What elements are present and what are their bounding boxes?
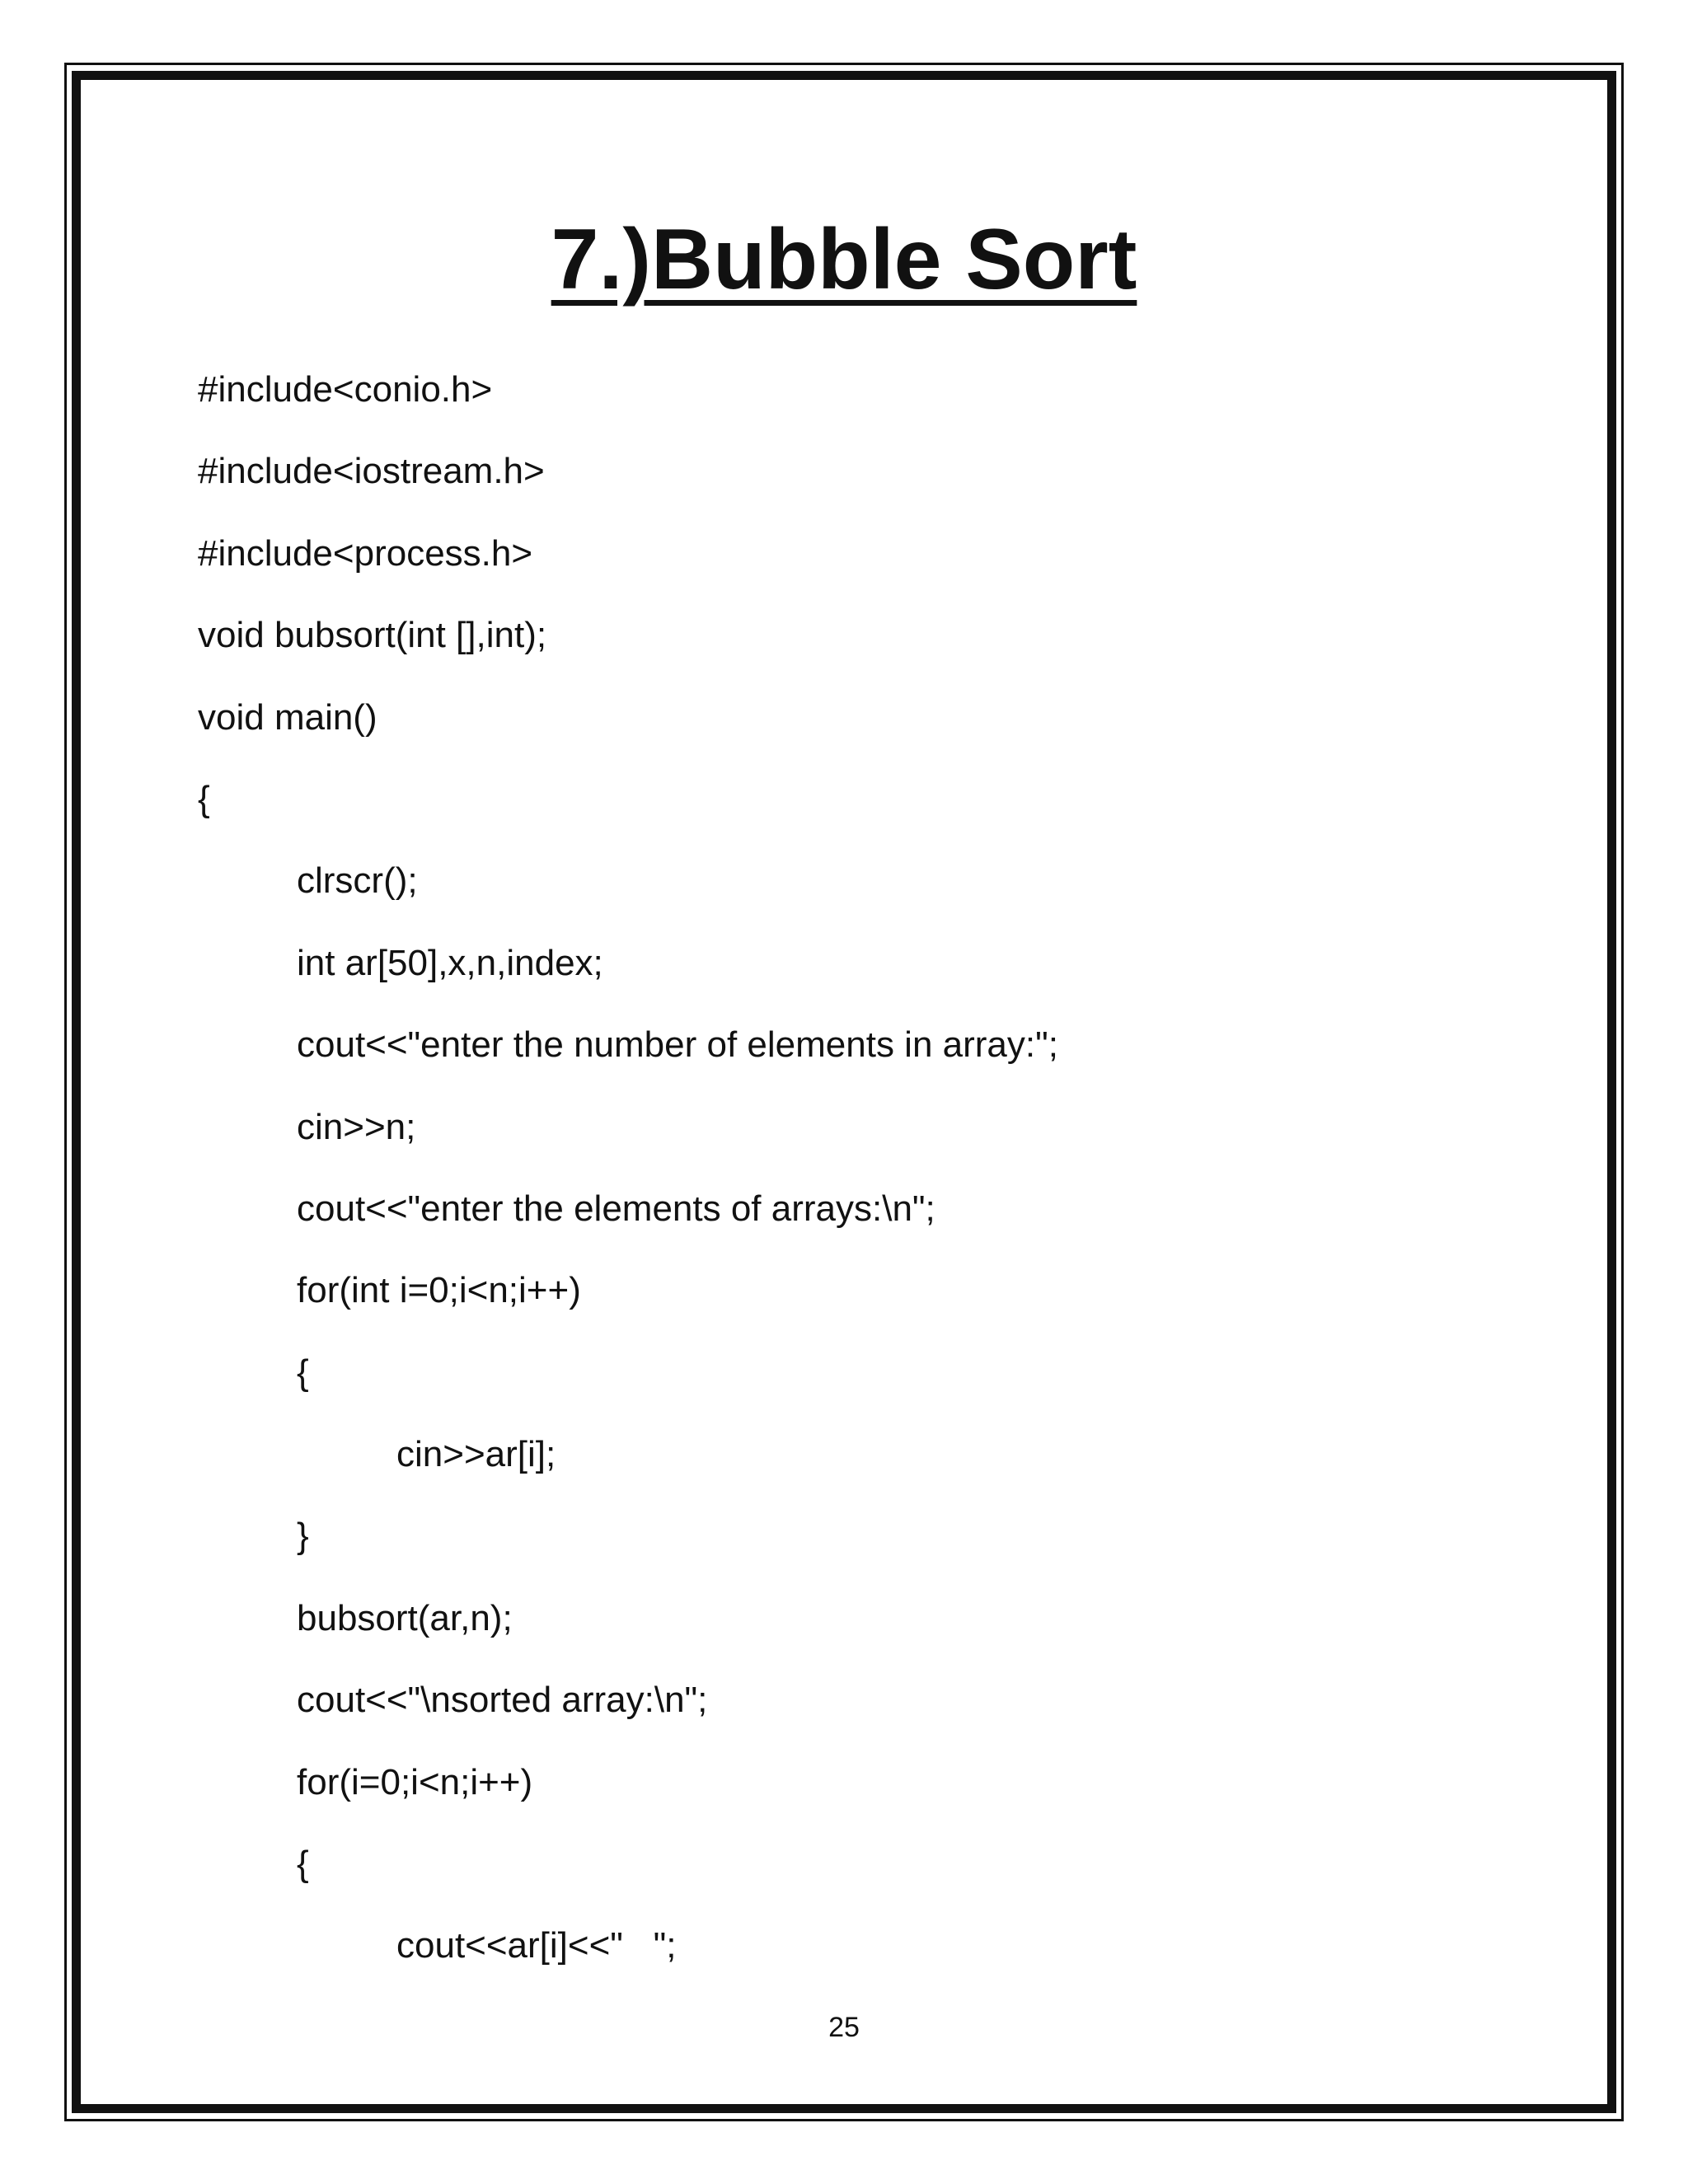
page-title	[0, 210, 1688, 309]
code-line: int ar[50],x,n,index;	[297, 942, 603, 983]
code-line: for(i=0;i<n;i++)	[297, 1761, 533, 1802]
page-title-text: 7.)Bubble Sort	[551, 212, 1137, 307]
code-line: #include<iostream.h>	[198, 451, 545, 492]
code-line: {	[198, 778, 210, 819]
code-line: #include<conio.h>	[198, 369, 493, 410]
code-listing	[198, 365, 1517, 2004]
code-line: cin>>n;	[297, 1106, 416, 1147]
code-line: for(int i=0;i<n;i++)	[297, 1270, 581, 1311]
code-line: cout<<"enter the elements of arrays:\n";	[297, 1188, 935, 1229]
code-line: cout<<"\nsorted array:\n";	[297, 1680, 708, 1721]
code-line: }	[297, 1516, 309, 1557]
code-line: #include<process.h>	[198, 532, 533, 574]
code-line: cin>>ar[i];	[396, 1434, 556, 1475]
code-line: clrscr();	[297, 860, 418, 902]
code-line: void main()	[198, 696, 377, 738]
page-number: 25	[828, 2012, 860, 2043]
code-line: {	[297, 1352, 309, 1393]
code-line: void bubsort(int [],int);	[198, 615, 547, 656]
code-line: bubsort(ar,n);	[297, 1597, 513, 1638]
code-line: cout<<ar[i]<<" ";	[396, 1925, 677, 1966]
code-line: cout<<"enter the number of elements in array:";	[297, 1024, 1058, 1066]
code-line: {	[297, 1844, 309, 1885]
